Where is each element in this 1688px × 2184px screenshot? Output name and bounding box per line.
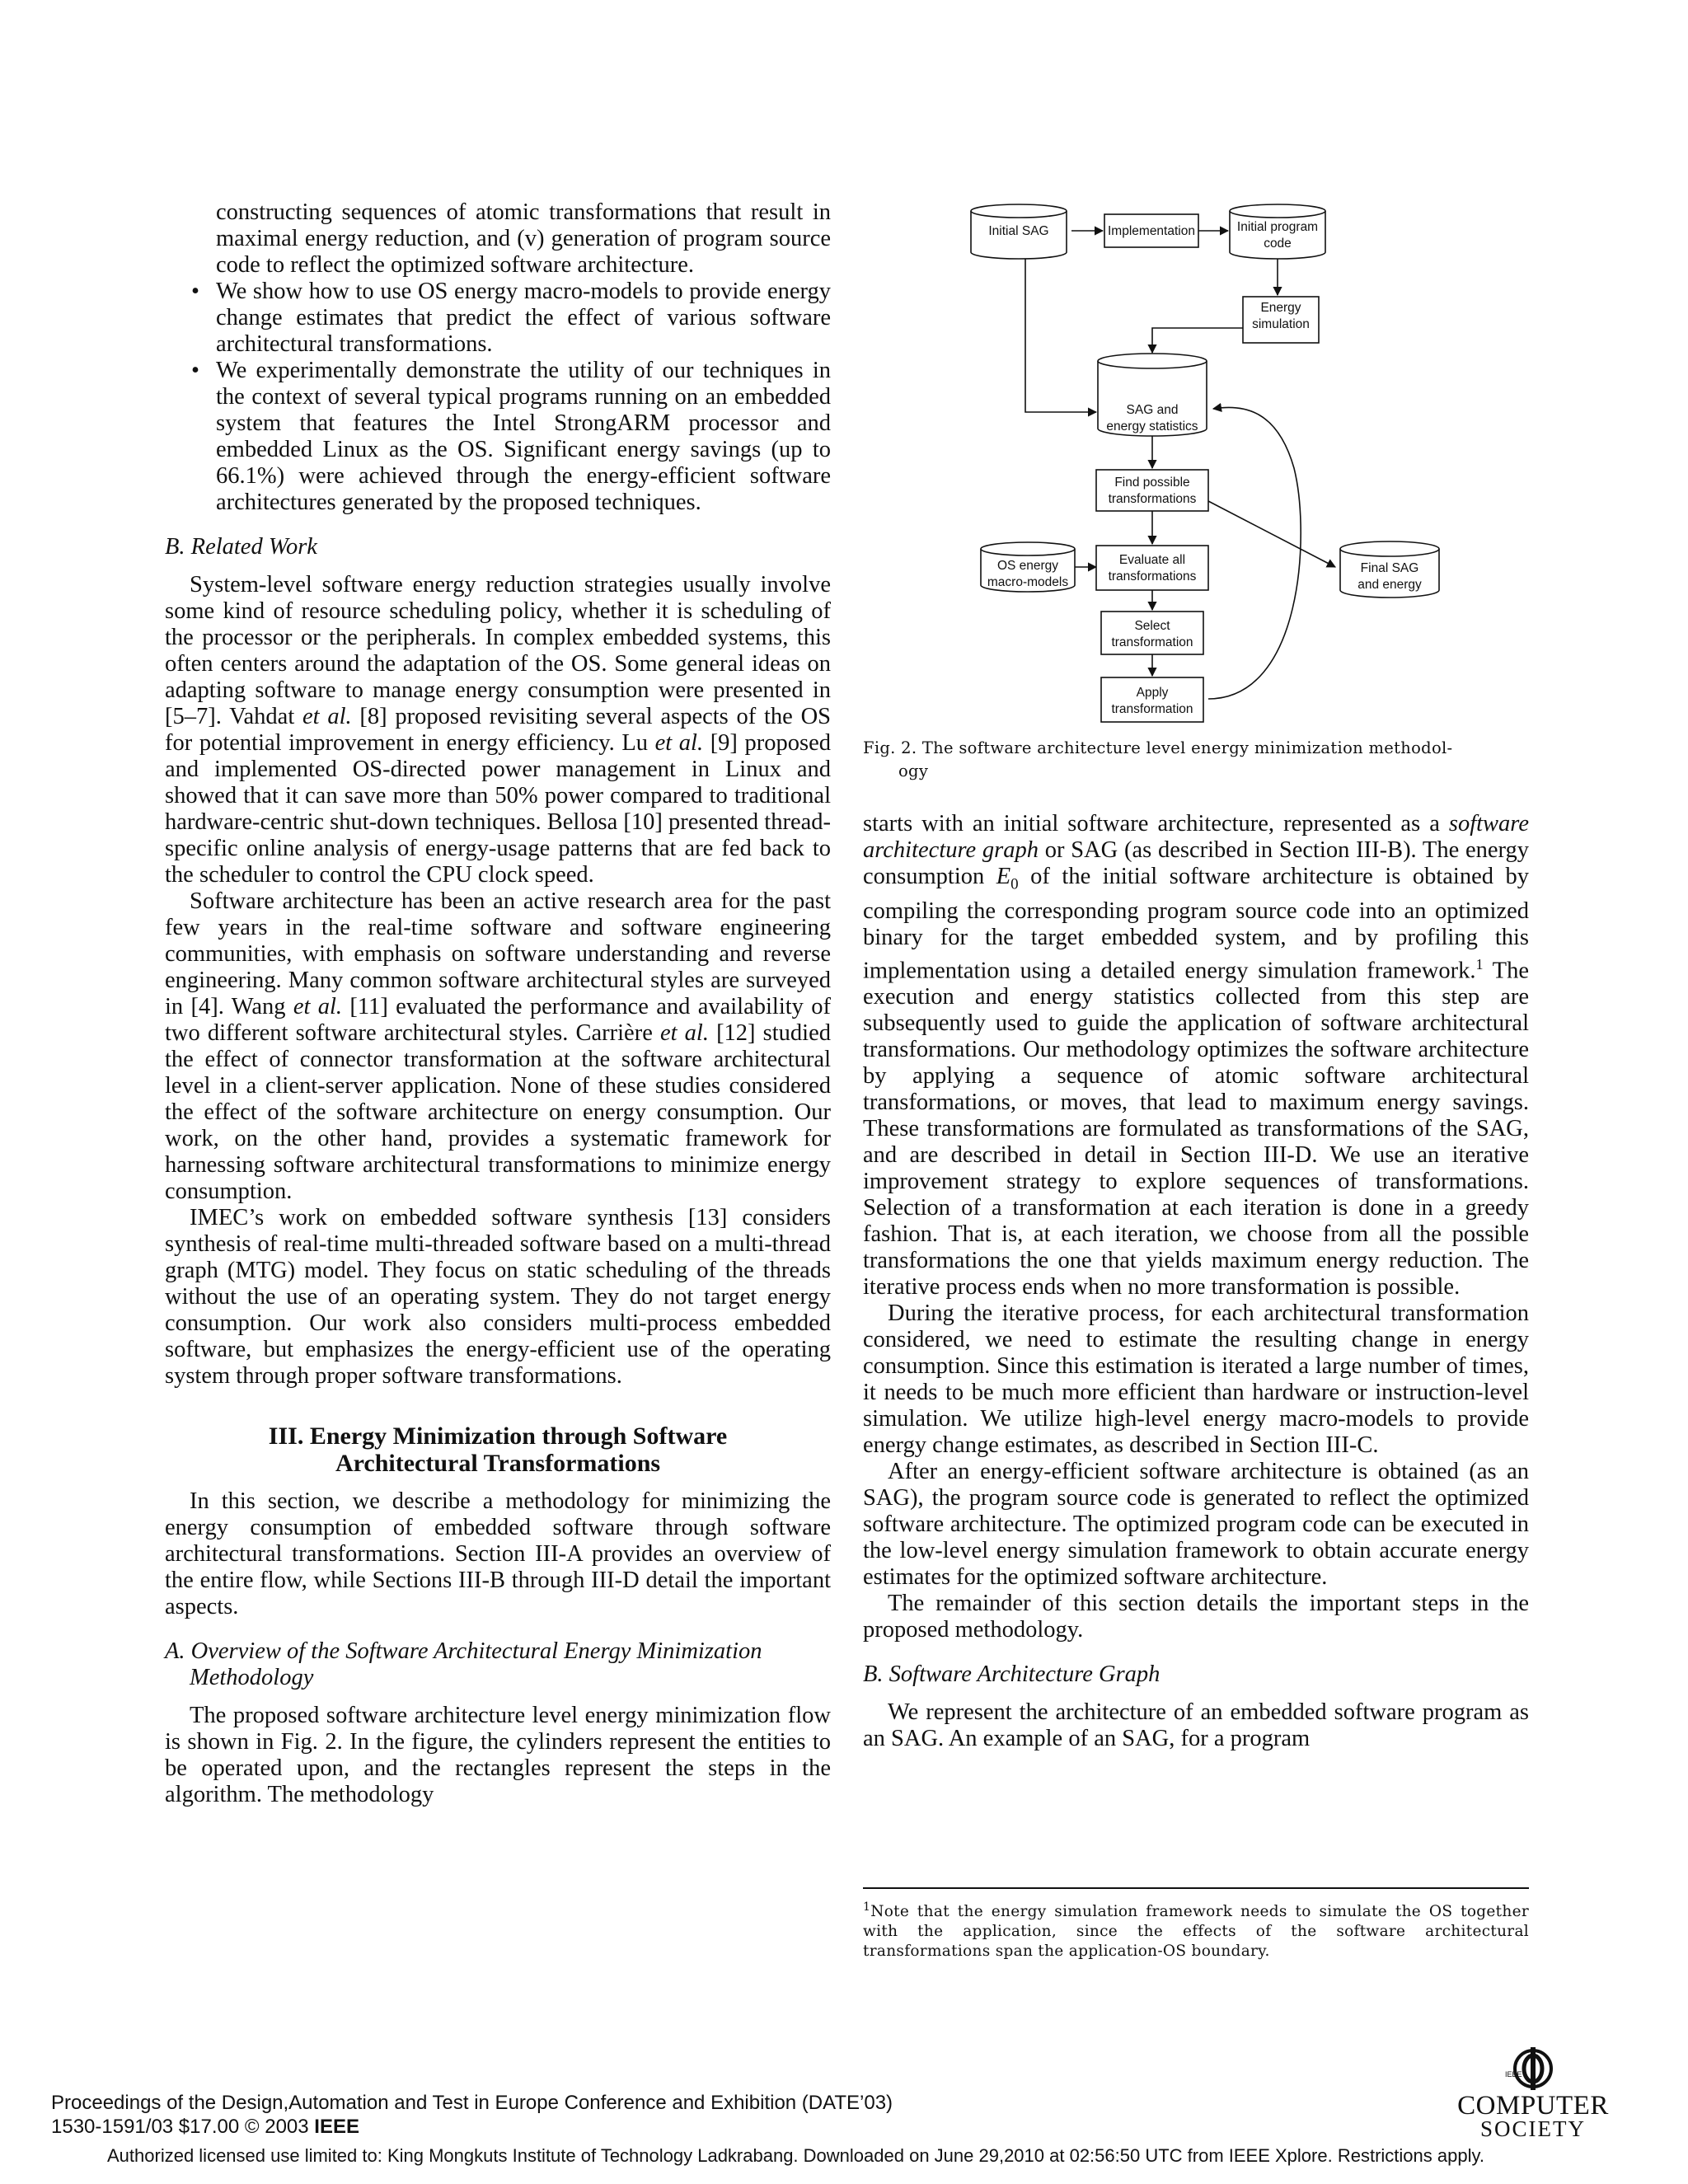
right-paragraph-2: During the iterative process, for each architectural transformation considered, we need to estimate the resulting change in energy consumption. Since this estimation is iterated a large number of times, it needs to be much more efficient than hardware or instruction-level simulation. We utilize high-level energy macro-models to provide energy change estimates, as described in Section III-C.: [863, 1301, 1529, 1459]
right-column: [863, 811, 1529, 1752]
section-intro-paragraph: In this section, we describe a methodology for minimizing the energy consumption of embedded software through software architectural transformations. Section III-A provides an overview of the entire flow, while Sections III-B through III-D detail the important aspects.: [165, 1488, 831, 1619]
node-label: energy statistics: [1106, 419, 1198, 434]
bullet-continuation: constructing sequences of atomic transformations that result in maximal energy reduction, and (v) generation of program source code to reflect the optimized software architecture.: [216, 199, 831, 278]
node-label: Final SAG: [1360, 561, 1419, 575]
methodology-flow-figure: [931, 188, 1492, 732]
node-label: Energy: [1260, 301, 1301, 315]
list-item: • We show how to use OS energy macro-models to provide energy change estimates that predict the effect of various software architectural transformations.: [216, 279, 831, 358]
node-label: Implementation: [1108, 224, 1195, 238]
node-label: Evaluate all: [1118, 553, 1186, 567]
proceedings-line: Proceedings of the Design,Automation and Test in Europe Conference and Exhibition (DATE’03): [51, 2092, 893, 2114]
license-notice: Authorized licensed use limited to: King Mongkuts Institute of Technology Ladkrabang. Downloaded on June 29,2010 at 02:56:50 UTC from IEEE Xplore. Restrictions apply.: [107, 2145, 1484, 2166]
edge-find-to-final: [1208, 501, 1335, 567]
node-label: transformations: [1108, 492, 1197, 506]
subsection-b-heading: B. Software Architecture Graph: [863, 1661, 1160, 1688]
node-label: SAG and: [1126, 403, 1179, 417]
node-label: Initial program: [1236, 220, 1319, 234]
node-label: Apply: [1136, 686, 1169, 700]
node-label: transformations: [1108, 569, 1197, 583]
edge-apply-loop-back: [1208, 407, 1301, 699]
related-work-heading: B. Related Work: [165, 534, 317, 560]
right-paragraph-1: starts with an initial software architecture, represented as a software architecture graph or SAG (as described in Section III-B). The energy consumption $E_0$ of the initial software architecture is obtained by compiling the corresponding program source code into an optimized binary for the target embedded system, and by profiling this implementation using a detailed energy simulation framework.$^1$ The execution and energy statistics collected from this step are subsequently used to guide the application of software architectural transformations. Our methodology optimizes the software architecture by applying a sequence of atomic software architectural transformations, or moves, that lead to maximum energy savings. These transformations are formulated as transformations of the SAG, and are described in detail in Section III-D. We use an iterative improvement strategy to explore sequences of transformations. Selection of a transformation at each iteration is done in a greedy fashion. That is, at each iteration, we choose from all the possible transformations the one that yields maximum energy reduction. The iterative process ends when no more transformation is possible.: [863, 811, 1529, 1301]
node-label: code: [1264, 237, 1292, 251]
right-paragraph-4: The remainder of this section details the important steps in the proposed methodology.: [863, 1591, 1529, 1643]
related-work-paragraph-2: Software architecture has been an active research area for the past few years in the real-time software and software engineering communities, with emphasis on software understanding and reverse engineering. Many common software architectural styles are surveyed in [4]. Wang et al. [11] evaluated the performance and availability of two different software architectural styles. Carrière et al. [12] studied the effect of connector transformation at the software architectural level in a client-server application. None of these studies considered the effect of the software architecture on energy consumption. Our work, on the other hand, provides a systematic framework for harnessing software architectural transformations to minimize energy consumption.: [165, 888, 831, 1204]
computer-society-logo: IEEE COMPUTER SOCIETY: [1451, 2044, 1615, 2143]
footnote-divider: [863, 1887, 1529, 1889]
right-paragraph-5: We represent the architecture of an embedded software program as an SAG. An example of an SAG, for a program: [863, 1699, 1529, 1752]
node-label: Select: [1134, 619, 1170, 633]
subsection-a-paragraph: The proposed software architecture level energy minimization flow is shown in Fig. 2. In the figure, the cylinders represent the entities to be operated upon, and the rectangles represent the steps in the algorithm. The methodology: [165, 1703, 831, 1807]
node-label: transformation: [1111, 635, 1193, 649]
section-heading: III. Energy Minimization through Software Architectural Transformations: [268, 1422, 728, 1477]
subsection-a-heading: A. Overview of the Software Architectural Energy Minimization Methodology: [165, 1638, 762, 1690]
contribution-list: [165, 279, 831, 516]
node-label: and energy: [1357, 578, 1422, 592]
left-column: [165, 199, 831, 1808]
node-label: transformation: [1111, 702, 1193, 716]
right-paragraph-3: After an energy-efficient software architecture is obtained (as an SAG), the program source code is generated to reflect the optimized software architecture. The optimized program code can be executed in the low-level energy simulation framework to obtain accurate energy estimates for the optimized software architecture.: [863, 1459, 1529, 1591]
list-item: • We experimentally demonstrate the utility of our techniques in the context of several typical programs running on an embedded system that features the Intel StrongARM processor and embedded Linux as the OS. Significant energy savings (up to 66.1%) were achieved through the energy-efficient software architectures generated by the proposed techniques.: [216, 358, 831, 516]
footnote-ref: 1: [1475, 955, 1484, 972]
node-label: macro-models: [987, 575, 1069, 589]
proceedings-footer: [51, 2091, 893, 2139]
node-label: Initial SAG: [988, 224, 1049, 238]
node-label: OS energy: [996, 559, 1059, 573]
footnote: $^1$Note that the energy simulation framework needs to simulate the OS together with the application, since the effects of the software architectural transformations span the application-OS boundary.: [863, 1900, 1529, 1961]
figure-caption: Fig. 2. The software architecture level energy minimization methodol- ogy: [863, 738, 1453, 780]
node-label: simulation: [1252, 317, 1310, 331]
edge-sag-to-stats: [1025, 255, 1096, 412]
related-work-paragraph-1: System-level software energy reduction strategies usually involve some kind of resource scheduling policy, whether it is scheduling of the processor or the peripherals. In complex embedded systems, this often centers around the adaptation of the OS. Some general ideas on adapting software to manage energy consumption were presented in [5–7]. Vahdat et al. [8] proposed revisiting several aspects of the OS for potential improvement in energy efficiency. Lu et al. [9] proposed and implemented OS-directed power management in Linux and showed that it can save more than 50% power compared to traditional hardware-centric shut-down techniques. Bellosa [10] presented thread-specific online analysis of energy-usage patterns that are fed back to the scheduler to control the CPU clock speed.: [165, 572, 832, 888]
ieee-phi-icon: [1451, 2044, 1615, 2093]
node-label: Find possible: [1114, 476, 1190, 490]
issn-line: 1530-1591/03 $17.00 © 2003 IEEE: [51, 2116, 359, 2138]
related-work-paragraph-3: IMEC’s work on embedded software synthesis [13] considers synthesis of real-time multi-threaded software based on a multi-thread graph (MTG) model. They focus on static scheduling of the threads without the use of an operating system. They do not target energy consumption. Our work also considers multi-process embedded software, but emphasizes the energy-efficient use of the operating system through proper software transformations.: [165, 1205, 831, 1389]
